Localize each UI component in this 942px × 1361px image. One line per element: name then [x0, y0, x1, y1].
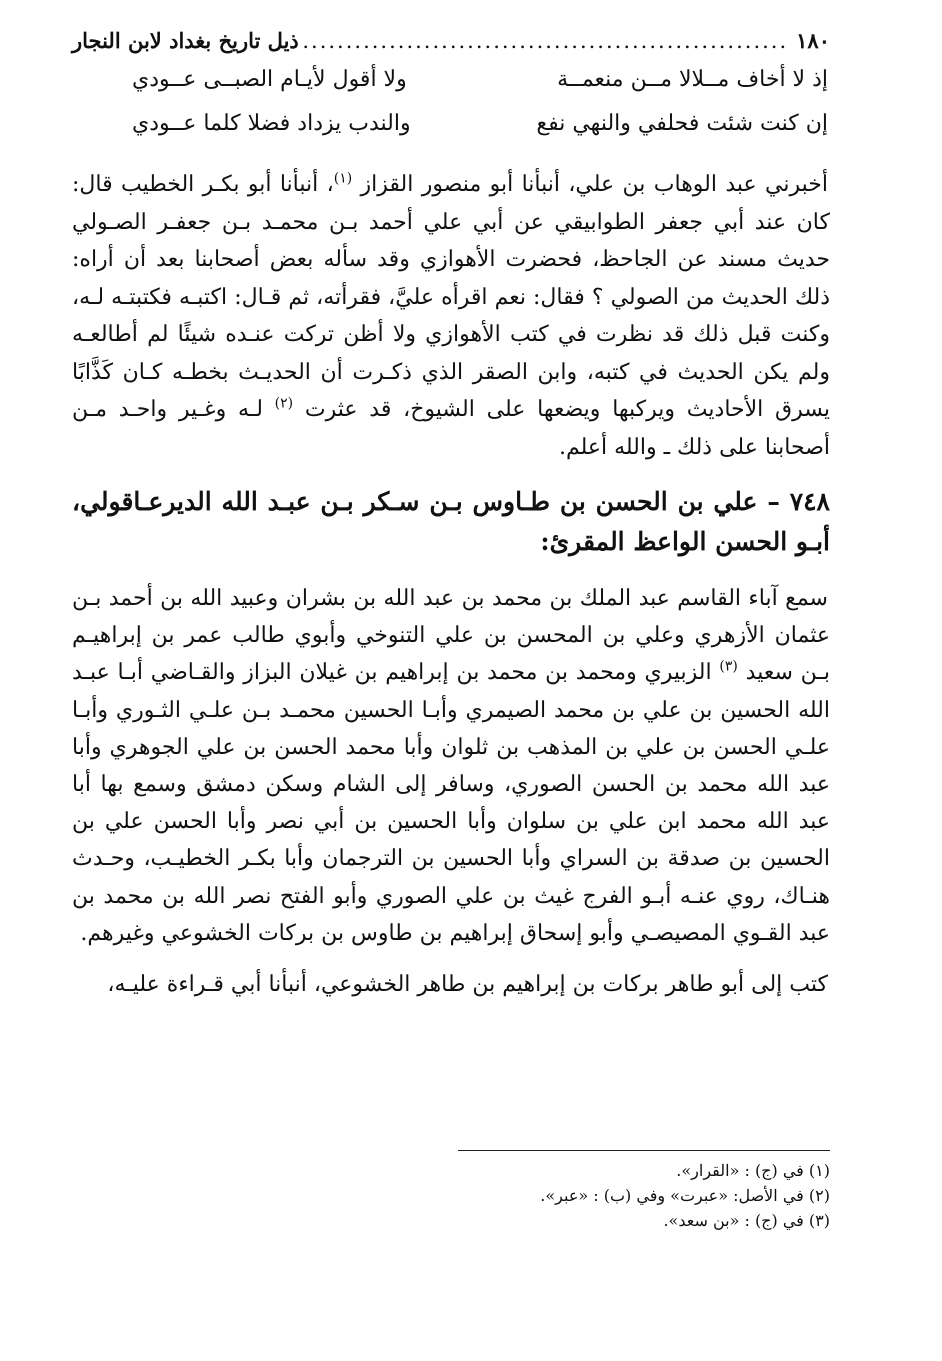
verse-second-hemistich: ولا أقول لأيـام الصبــى عــودي	[132, 67, 407, 92]
running-title: ذيل تاريخ بغداد لابن النجار	[72, 28, 299, 53]
poem-verses	[72, 60, 830, 148]
book-page	[72, 26, 830, 1004]
paragraph-text: الزبيري ومحمد بن محمد بن إبراهيم بن غيلان البزاز والقـاضي أبـا عبـد الله الحسين بن علي بن محمد الصيمري وأبـا الحسين محمـد بـن علـي الثـوري وأبـا علـي الحسن بن علي بن المذهب بن ثلوان وأبا محمد الحسن بن علي الجوهري وأبا عبد الله محمد بن الحسن الصوري، وسافر إلى الشام وسكن دمشق وسمع بها أبا عبد الله محمد ابن علي بن سلوان وأبا الحسين بن أبي نصر وأبا الحسن علي بن الحسين بن صدقة بن السراي وأبا الحسين بن الترجمان وأبا بكـر الخطيـب، وحـدث هنـاك، روي عنـه أبـو الفرج غيث بن علي الصوري وأبو الفتح نصر الله بن محمد بن عبد القـوي المصيصـي وأبو إسحاق إبراهيم بن طاوس بن بركات الخشوعي وغيرهم.	[72, 660, 830, 946]
verse-first-hemistich: إذ لا أخاف مــلالا مــن منعمــة	[557, 67, 828, 92]
page-header	[72, 26, 830, 56]
footnotes	[72, 1158, 830, 1233]
paragraph-text: ، أنبأنا أبو بكـر الخطيب قال: كان عند أبي جعفر الطوابيقي عن أبي علي أحمد بـن محمـد بـن جعفـر الصـولي حديث مسند عن الجاحظ، فحضرت الأهوازي وقد سأله بعض أصحابنا بعد أن أراه: ذلك الحديث من الصولي ؟ فقال: نعم اقرأه عليَّ، فقرأته، ثم قـال: اكتبـه فكتبتـه لـه، وكنت قبل ذلك قد نظرت في كتب الأهوازي ولا أظن تركت عنـده شيئًا لم أطالعـه ولم يكن الحديث في كتبه، وابن الصقر الذي ذكـرت أن الحديـث بخطـه كـان كَذَّابًا يسرق الأحاديث ويركبها ويضعها على الشيوخ، قد عثرت	[72, 172, 831, 422]
footnote-ref-1: (١)	[333, 170, 353, 187]
verse-second-hemistich: والندب يزداد فضلا كلما عــودي	[132, 111, 411, 136]
footnote-3: (٣) في (ج) : «بن سعد».	[663, 1211, 830, 1230]
footnote-ref-2: (٢)	[274, 395, 294, 412]
verse-line	[72, 60, 830, 104]
verse-first-hemistich: إن كنت شئت فحلفي والنهي نفع	[536, 111, 828, 136]
paragraph-biography	[72, 580, 830, 952]
paragraph-narration	[72, 166, 830, 466]
footnote-2: (٢) في الأصل: «عبرت» وفي (ب) : «عبر».	[540, 1186, 830, 1205]
footnote-ref-3: (٣)	[719, 659, 738, 676]
paragraph-text: أخبرني عبد الوهاب بن علي، أنبأنا أبو منصور القزاز	[352, 172, 828, 197]
page-number: ١٨٠	[796, 28, 830, 53]
verse-line	[72, 104, 830, 148]
paragraph-transmission: كتب إلى أبو طاهر بركات بن إبراهيم بن طاهر الخشوعي، أنبأنا أبي قـراءة عليـه،	[107, 972, 828, 998]
entry-heading: ٧٤٨ – علي بن الحسن بن طـاوس بـن سـكر بـن عبـد الله الديرعـاقولي، أبـو الحسن الواعظ المقرئ:	[72, 487, 830, 556]
footnote-separator	[458, 1150, 830, 1151]
paragraph-text: لـه وغـير واحـد مـن أصحابنا على ذلك ـ والله أعلم.	[72, 397, 830, 460]
paragraph-text: سمع آباء القاسم عبد الملك بن محمد بن عبد الله بن بشران وعبيد الله بن أحمد بـن عثمان الأزهري وعلي بن المحسن بن علي التنوخي وأبوي طالب عمر بن إبراهيـم بـن سعيد	[72, 586, 830, 686]
header-dot-leader	[301, 26, 788, 56]
footnote-1: (١) في (ج) : «القرار».	[676, 1161, 830, 1180]
